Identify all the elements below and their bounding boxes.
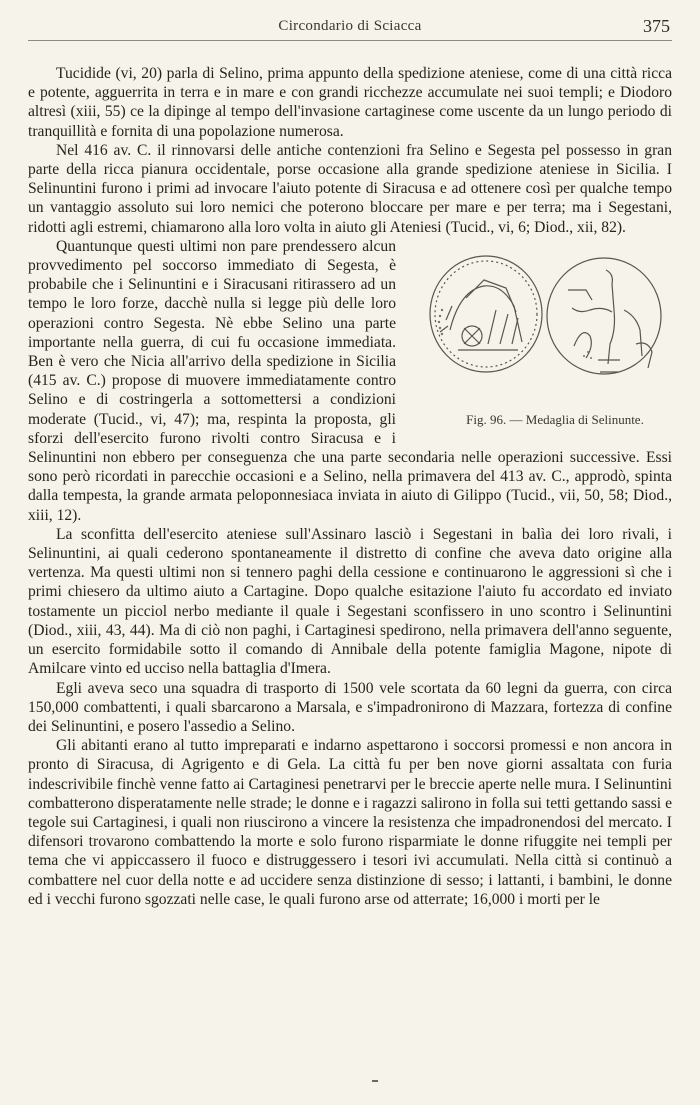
header-title: Circondario di Sciacca	[278, 18, 422, 34]
paragraph-5: Egli aveva seco una squadra di trasporto di 1500 vele scortata da 60 legni da guerra, con circa 150,000 combattenti, i quali sbarcarono a Marsala, e s'impadronirono di Mazzara, fortezza di confine dei Selinuntini, e posero l'assedio a Selino.	[28, 679, 672, 735]
paragraph-3	[28, 237, 672, 525]
footer-mark	[372, 1080, 378, 1082]
paragraph-1: Tucidide (vi, 20) parla di Selino, prima appunto della spedizione ateniese, come di una città ricca e potente, agguerrita in terra e in mare e con grandi ricchezze accumulate nei suoi templi; e Diodoro altresì (xiii, 55) ce la dipinge al tempo dell'invasione cartaginese come uscente da un lungo periodo di tranquillità e fornita di una popolazione numerosa.	[28, 65, 672, 140]
figure-caption: Fig. 96. — Medaglia di Selinunte.	[466, 411, 644, 427]
body-text	[28, 64, 672, 909]
running-header	[28, 14, 672, 41]
paragraph-3-text: Quantunque questi ultimi non pare prendessero alcun provvedimento pel soccorso immediato di Segesta, è probabile che i Selinuntini e i Siracusani ritirassero ad un tempo le loro forze, dacchè nulla si legge più delle loro operazioni contro Segesta. Nè ebbe Selino una parte importante nella guerra, di cui fu occasione immediata. Ben è vero che Nicia all'arrivo della spedizione in Sicilia (415 av. C.) propose di muovere immediatamente contro Selino e di costringerla a sottomettersi a condizioni moderate (Tucid., vi, 47); ma, respinta la proposta, gli sforzi dell'esercito furono rivolti contro Siracusa e i Selinuntini non ebbero per conseguenza che una parte secondaria nelle operazioni successive. Essi sono però ricordati in parecchie occasioni e a Selino, nella primavera del 413 av. C., approdò, spinta dalla tempesta, la grande armata peloponnesiaca inviata in aiuto di Gilippo (Tucid., vii, 50, 58; Diod., xiii, 12).	[28, 237, 672, 524]
paragraph-6: Gli abitanti erano al tutto impreparati e indarno aspettarono i soccorsi promessi e non ancora in pronto di Siracusa, di Agrigento e di Gela. La città fu per ben nove giorni assaltata con furia indescrivibile finchè venne fatto ai Cartaginesi penetrarvi per le breccie aperte nelle mura. I Selinuntini combatterono disperatamente nelle strade; le donne e i ragazzi salirono in folla sui tetti gettando sassi e tegole sui Cartaginesi, i quali non riuscirono a vincere la resistenza che impadronendosi del mercato. I difensori trovarono combattendo la morte e solo furono risparmiate le donne rifuggite nei templi per tema che vi appiccassero il fuoco e distruggessero i tesori ivi accumulati. Nella città si continuò a combattere nel cuor della notte e ad uccidere senza distinzione di sesso; i lattanti, i bambini, le donne ed i vecchi furono sgozzati nelle case, le quali furono arse od atterrate; 16,000 i morti per le	[28, 737, 672, 908]
paragraph-4: La sconfitta dell'esercito ateniese sull'Assinaro lasciò i Segestani in balìa dei loro rivali, i Selinuntini, ai quali cederono spontaneamente il distretto di confine che aveva dato origine alla vertenza. Ma questi ultimi non si tennero paghi della cessione e continuarono le aggressioni sì che i primi chiesero da ultimo aiuto a Cartagine. Dopo qualche esitazione l'aiuto fu accordato ed inviato tostamente un picciol nerbo mediante il quale i Segestani sconfissero in uno scontro i Selinuntini (Diod., xiii, 43, 44). Ma di ciò non paghi, i Cartaginesi spedirono, nella primavera dell'anno seguente, un esercito formidabile sotto il comando di Annibale della potente famiglia Magone, nipote di Amilcare vinto ed ucciso nella battaglia d'Imera.	[28, 525, 672, 678]
coin-illustration	[428, 240, 664, 404]
paragraph-2: Nel 416 av. C. il rinnovarsi delle antiche contenzioni fra Selino e Segesta pel possesso in gran parte della ricca pianura occidentale, porse occasione alla grande spedizione ateniese in Sicilia. I Selinuntini furono i primi ad invocare l'aiuto potente di Siracusa e ad ottenere così per qualche tempo un vantaggio assoluto sui loro nemici che poterono bloccare per mare e per terra; ma i Segestani, ridotti agli estremi, chiamarono alla loro volta in aiuto gli Ateniesi (Tucid., vi, 6; Diod., xii, 82).	[28, 141, 672, 236]
page-number: 375	[643, 16, 670, 36]
coin-figure	[410, 240, 672, 432]
